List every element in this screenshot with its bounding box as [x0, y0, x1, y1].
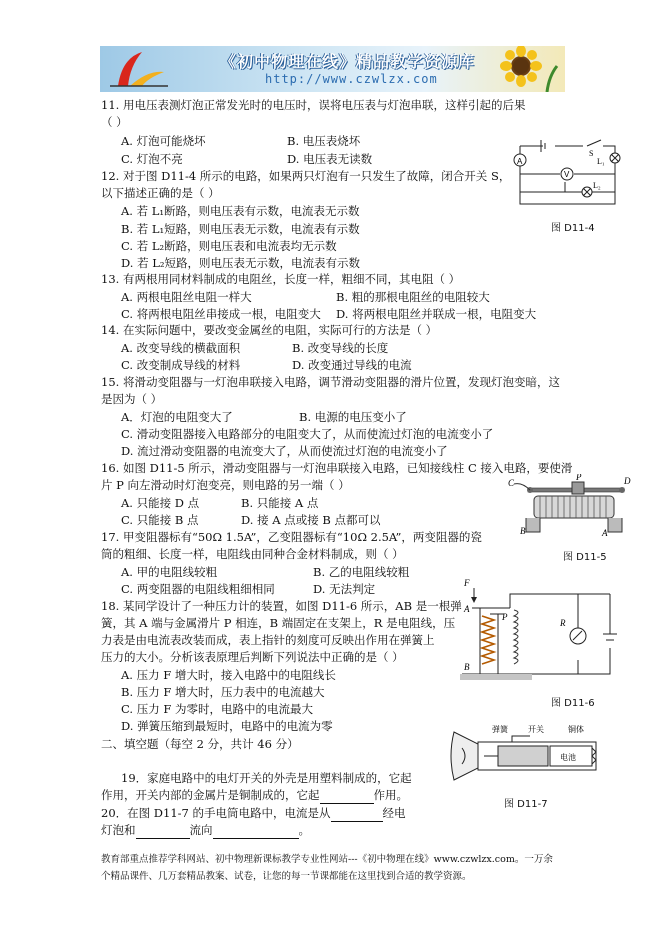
q20-line2	[101, 822, 310, 839]
fig6-label-a: A	[464, 604, 470, 614]
q20-text-e: 。	[298, 823, 310, 837]
q18-option-c: C. 压力 F 为零时，电路中的电流最大	[121, 702, 313, 716]
fig6-label-f: F	[464, 578, 470, 588]
fig7-label-battery: 电池	[560, 753, 576, 762]
fig7-label-casing: 铜体	[568, 725, 584, 734]
fig5-label-d: D	[624, 476, 631, 486]
q11-option-a: A. 灯泡可能烧坏	[121, 134, 206, 148]
q14-option-b: B. 改变导线的长度	[292, 341, 389, 355]
q11-stem-line1: 11. 用电压表测灯泡正常发光时的电压时，误将电压表与灯泡串联，这样引起的后果	[101, 98, 526, 112]
q18-stem-line4: 压力的大小。分析该表原理后判断下列说法中正确的是（ ）	[101, 650, 404, 664]
q12-stem-line2: 以下描述正确的是（ ）	[101, 186, 220, 200]
figure-d11-5-caption: 图 D11-5	[563, 552, 607, 563]
footer-line2: 个精品课件、几万套精品教案、试卷，让您的每一节课都能在这里找到合适的教学资源。	[101, 871, 472, 882]
section-2-heading: 二、填空题（每空 2 分，共计 46 分）	[101, 737, 299, 751]
q19-text-a: 作用，开关内部的金属片是铜制成的，它起	[101, 788, 320, 802]
q18-option-a: A. 压力 F 增大时，接入电路中的电阻线长	[121, 668, 336, 682]
figure-d11-5	[504, 474, 638, 538]
q16-stem-line2: 片 P 向左滑动时灯泡变亮，则电路的另一端（ ）	[101, 478, 350, 492]
q18-option-d: D. 弹簧压缩到最短时，电路中的电流为零	[121, 719, 333, 733]
rheostat-icon	[514, 482, 625, 532]
q20-text-c: 灯泡和	[101, 823, 136, 837]
q15-option-b: B. 电源的电压变小了	[299, 410, 407, 424]
q15-stem-line2: 是因为（ ）	[101, 392, 163, 406]
q20-answer-blank-2[interactable]	[136, 826, 190, 839]
q18-stem-line3: 力表是由电流表改装而成，表上指针的刻度可反映出作用在弹簧上	[101, 633, 435, 647]
fig7-label-spring: 弹簧	[492, 725, 508, 734]
fig6-label-r: R	[560, 618, 566, 628]
fig5-label-c: C	[508, 478, 515, 488]
fig4-label-a: A	[517, 157, 523, 166]
fig5-label-a: A	[602, 528, 608, 538]
q17-option-d: D. 无法判定	[313, 582, 376, 596]
figure-d11-6-caption: 图 D11-6	[551, 698, 595, 709]
q19-line1: 19．家庭电路中的电灯开关的外壳是用塑料制成的，它起	[121, 771, 412, 785]
q15-option-d: D. 流过滑动变阻器的电流变大了，从而使流过灯泡的电流变小了	[121, 444, 448, 458]
q20-text-b: 经电	[382, 806, 406, 820]
q13-option-d: D. 将两根电阻丝并联成一根，电阻变大	[336, 307, 537, 321]
q13-option-b: B. 粗的那根电阻丝的电阻较大	[336, 290, 490, 304]
q12-option-a: A. 若 L₁断路，则电压表有示数，电流表无示数	[121, 204, 360, 218]
q14-option-a: A. 改变导线的横截面积	[121, 341, 241, 355]
sunflower-icon	[491, 46, 561, 92]
q17-stem-line1: 17. 甲变阻器标有“50Ω 1.5A”，乙变阻器标有“10Ω 2.5A”，两变阻器的瓷	[101, 530, 482, 544]
q17-option-c: C. 两变阻器的电阻线粗细相同	[121, 582, 275, 596]
q13-stem: 13. 有两根用同材料制成的电阻丝，长度一样，粗细不同，其电阻（ ）	[101, 272, 461, 286]
q20-line1	[101, 805, 406, 822]
q11-option-c: C. 灯泡不亮	[121, 152, 183, 166]
site-url[interactable]: http://www.czwlzx.com	[265, 72, 438, 86]
figure-d11-4-caption: 图 D11-4	[551, 223, 595, 234]
fig5-label-b: B	[520, 526, 526, 536]
q18-option-b: B. 压力 F 增大时，压力表中的电流越大	[121, 685, 325, 699]
q11-stem-line2: （ ）	[101, 115, 128, 129]
q15-stem-line1: 15. 将滑动变阻器与一灯泡串联接入电路，调节滑动变阻器的滑片位置，发现灯泡变暗，这	[101, 375, 560, 389]
q18-stem-line1: 18. 某同学设计了一种压力计的装置，如图 D11-6 所示，AB 是一根弹	[101, 599, 462, 613]
q13-option-a: A. 两根电阻丝电阻一样大	[121, 290, 252, 304]
lamp-l1-icon	[610, 153, 620, 163]
q15-option-c: C. 滑动变阻器接入电路部分的电阻变大了，从而使流过灯泡的电流变小了	[121, 427, 494, 441]
logo-icon	[108, 48, 172, 90]
fig4-label-l1: L₁	[597, 157, 605, 166]
q20-answer-blank-3[interactable]	[213, 826, 299, 839]
fig4-label-s: S	[589, 149, 594, 158]
footer-line1: 教育部重点推荐学科网站、初中物理新课标教学专业性网站---《初中物理在线》www.czwlzx.com。一万余	[101, 854, 553, 865]
q12-stem-line1: 12. 对于图 D11-4 所示的电路，如果两只灯泡有一只发生了故障，闭合开关 S，	[101, 169, 511, 183]
q16-stem-line1: 16. 如图 D11-5 所示，滑动变阻器与一灯泡串联接入电路，已知接线柱 C 接入电路，要使滑	[101, 461, 573, 475]
fig6-label-b: B	[464, 662, 470, 672]
q19-line2	[101, 787, 408, 804]
q20-answer-blank-1[interactable]	[331, 809, 383, 822]
figure-d11-4	[505, 134, 625, 214]
q12-option-d: D. 若 L₂短路，则电压表无示数，电流表有示数	[121, 256, 361, 270]
q20-text-d: 流向	[189, 823, 213, 837]
q15-option-a: A．灯泡的电阻变大了	[121, 410, 233, 424]
q13-option-c: C. 将两根电阻丝串接成一根，电阻变大	[121, 307, 321, 321]
q14-option-c: C. 改变制成导线的材料	[121, 358, 241, 372]
q11-option-d: D. 电压表无读数	[287, 152, 373, 166]
q12-option-c: C. 若 L₂断路，则电压表和电流表均无示数	[121, 239, 337, 253]
resistance-coil-icon	[514, 610, 518, 664]
q16-option-b: B. 只能接 A 点	[241, 496, 319, 510]
lamp-l2-icon	[582, 187, 592, 197]
pressure-gauge-icon	[570, 628, 586, 644]
figure-d11-7	[448, 722, 608, 788]
figure-d11-7-caption: 图 D11-7	[504, 799, 548, 810]
fig5-label-p: P	[576, 474, 582, 482]
q16-option-d: D. 接 A 点或接 B 点都可以	[241, 513, 381, 527]
fig7-label-switch: 开关	[528, 725, 544, 734]
figure-d11-6	[460, 574, 635, 682]
fig4-label-v: V	[564, 170, 570, 179]
site-title: 《初中物理在线》精品教学资源库	[220, 52, 476, 71]
spring-icon	[482, 616, 494, 664]
q19-answer-blank[interactable]	[320, 791, 374, 804]
fig6-label-p: P	[502, 612, 508, 622]
q14-option-d: D. 改变通过导线的电流	[292, 358, 412, 372]
q12-option-b: B. 若 L₁短路，则电压表无示数，电流表有示数	[121, 222, 360, 236]
fig4-label-l2: L₂	[593, 181, 601, 190]
q17-stem-line2: 筒的粗细、长度一样，电阻线由同种合金材料制成，则（ ）	[101, 547, 404, 561]
q19-text-b: 作用。	[373, 788, 408, 802]
q17-option-b: B. 乙的电阻线较粗	[313, 565, 410, 579]
q20-text-a: 20．在图 D11-7 的手电筒电路中，电流是从	[101, 806, 331, 820]
q16-option-c: C. 只能接 B 点	[121, 513, 199, 527]
q16-option-a: A. 只能接 D 点	[121, 496, 200, 510]
q17-option-a: A. 甲的电阻线较粗	[121, 565, 218, 579]
q14-stem: 14. 在实际问题中，要改变金属丝的电阻，实际可行的方法是（ ）	[101, 323, 438, 337]
q11-option-b: B. 电压表烧坏	[287, 134, 361, 148]
q18-stem-line2: 簧，其 A 端与金属滑片 P 相连，B 端固定在支架上，R 是电阻线，压	[101, 616, 456, 630]
header-banner	[100, 46, 565, 92]
